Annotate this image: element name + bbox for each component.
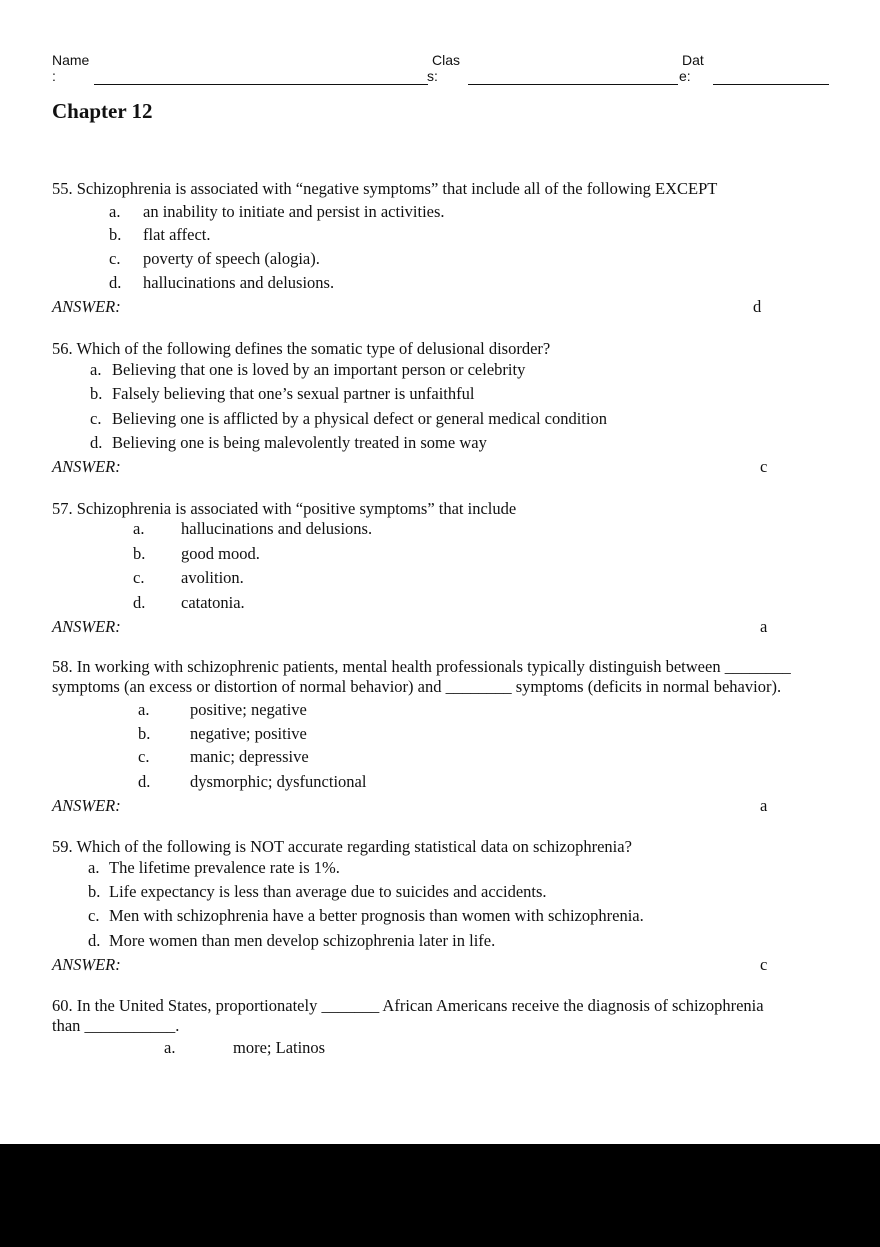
chapter-title: Chapter 12 bbox=[52, 99, 153, 123]
question-stem: 60. In the United States, proportionately _______ African Americans receive the diagnosis of schizophrenia bbox=[52, 996, 764, 1015]
option-text: Falsely believing that one’s sexual partner is unfaithful bbox=[112, 384, 475, 403]
option-text: dysmorphic; dysfunctional bbox=[190, 772, 367, 791]
answer-value: a bbox=[760, 617, 768, 636]
option-letter: c. bbox=[88, 906, 100, 925]
option-text: hallucinations and delusions. bbox=[181, 519, 373, 538]
answer-value: d bbox=[753, 297, 762, 316]
option-text: catatonia. bbox=[181, 593, 245, 612]
answer-label: ANSWER: bbox=[52, 457, 121, 476]
answer-label: ANSWER: bbox=[52, 297, 121, 316]
option-letter: c. bbox=[133, 568, 145, 587]
class-label: Clas bbox=[432, 52, 461, 68]
option-text: Life expectancy is less than average due to suicides and accidents. bbox=[109, 882, 547, 901]
name-underline[interactable] bbox=[94, 84, 428, 85]
option-text: good mood. bbox=[181, 544, 260, 563]
option-text: The lifetime prevalence rate is 1%. bbox=[109, 858, 340, 877]
option-letter: c. bbox=[90, 409, 102, 428]
option-text: positive; negative bbox=[190, 700, 307, 719]
option-text: hallucinations and delusions. bbox=[143, 273, 335, 292]
option-text: avolition. bbox=[181, 568, 244, 587]
option-letter: b. bbox=[88, 882, 101, 901]
option-text: flat affect. bbox=[143, 225, 211, 244]
option-letter: b. bbox=[109, 225, 122, 244]
question-stem-continued: than ___________. bbox=[52, 1016, 180, 1035]
option-letter: c. bbox=[109, 249, 121, 268]
answer-label: ANSWER: bbox=[52, 617, 121, 636]
option-letter: b. bbox=[138, 724, 151, 743]
name-label-colon: : bbox=[52, 68, 56, 84]
option-letter: d. bbox=[133, 593, 146, 612]
option-letter: a. bbox=[88, 858, 100, 877]
option-letter: b. bbox=[90, 384, 103, 403]
answer-label: ANSWER: bbox=[52, 955, 121, 974]
answer-value: a bbox=[760, 796, 768, 815]
date-underline[interactable] bbox=[713, 84, 829, 85]
option-letter: b. bbox=[133, 544, 146, 563]
option-text: an inability to initiate and persist in activities. bbox=[143, 202, 445, 221]
option-text: more; Latinos bbox=[233, 1038, 326, 1057]
option-text: Believing one is afflicted by a physical defect or general medical condition bbox=[112, 409, 607, 428]
option-letter: c. bbox=[138, 747, 150, 766]
date-label: Dat bbox=[682, 52, 704, 68]
option-text: Men with schizophrenia have a better prognosis than women with schizophrenia. bbox=[109, 906, 644, 925]
question-stem: 57. Schizophrenia is associated with “positive symptoms” that include bbox=[52, 499, 517, 518]
class-label-colon: s: bbox=[427, 68, 438, 84]
option-letter: a. bbox=[133, 519, 145, 538]
option-text: manic; depressive bbox=[190, 747, 309, 766]
question-stem-continued: symptoms (an excess or distortion of normal behavior) and ________ symptoms (deficits in normal behavior). bbox=[52, 677, 782, 696]
question-stem: 55. Schizophrenia is associated with “negative symptoms” that include all of the following EXCEPT bbox=[52, 179, 718, 198]
option-letter: d. bbox=[90, 433, 103, 452]
option-letter: a. bbox=[138, 700, 150, 719]
answer-value: c bbox=[760, 457, 768, 476]
date-label-colon: e: bbox=[679, 68, 691, 84]
question-stem: 56. Which of the following defines the somatic type of delusional disorder? bbox=[52, 339, 551, 358]
option-text: negative; positive bbox=[190, 724, 307, 743]
answer-value: c bbox=[760, 955, 768, 974]
option-text: More women than men develop schizophrenia later in life. bbox=[109, 931, 496, 950]
page-bottom-black-area bbox=[0, 1144, 880, 1247]
option-text: Believing one is being malevolently treated in some way bbox=[112, 433, 487, 452]
option-text: poverty of speech (alogia). bbox=[143, 249, 320, 268]
option-letter: d. bbox=[138, 772, 151, 791]
option-letter: d. bbox=[88, 931, 101, 950]
option-letter: a. bbox=[164, 1038, 176, 1057]
option-letter: d. bbox=[109, 273, 122, 292]
question-stem: 59. Which of the following is NOT accurate regarding statistical data on schizophrenia? bbox=[52, 837, 632, 856]
answer-label: ANSWER: bbox=[52, 796, 121, 815]
name-label: Name bbox=[52, 52, 90, 68]
option-text: Believing that one is loved by an important person or celebrity bbox=[112, 360, 526, 379]
class-underline[interactable] bbox=[468, 84, 678, 85]
question-stem: 58. In working with schizophrenic patients, mental health professionals typically distinguish between ________ bbox=[52, 657, 791, 676]
option-letter: a. bbox=[109, 202, 121, 221]
option-letter: a. bbox=[90, 360, 102, 379]
